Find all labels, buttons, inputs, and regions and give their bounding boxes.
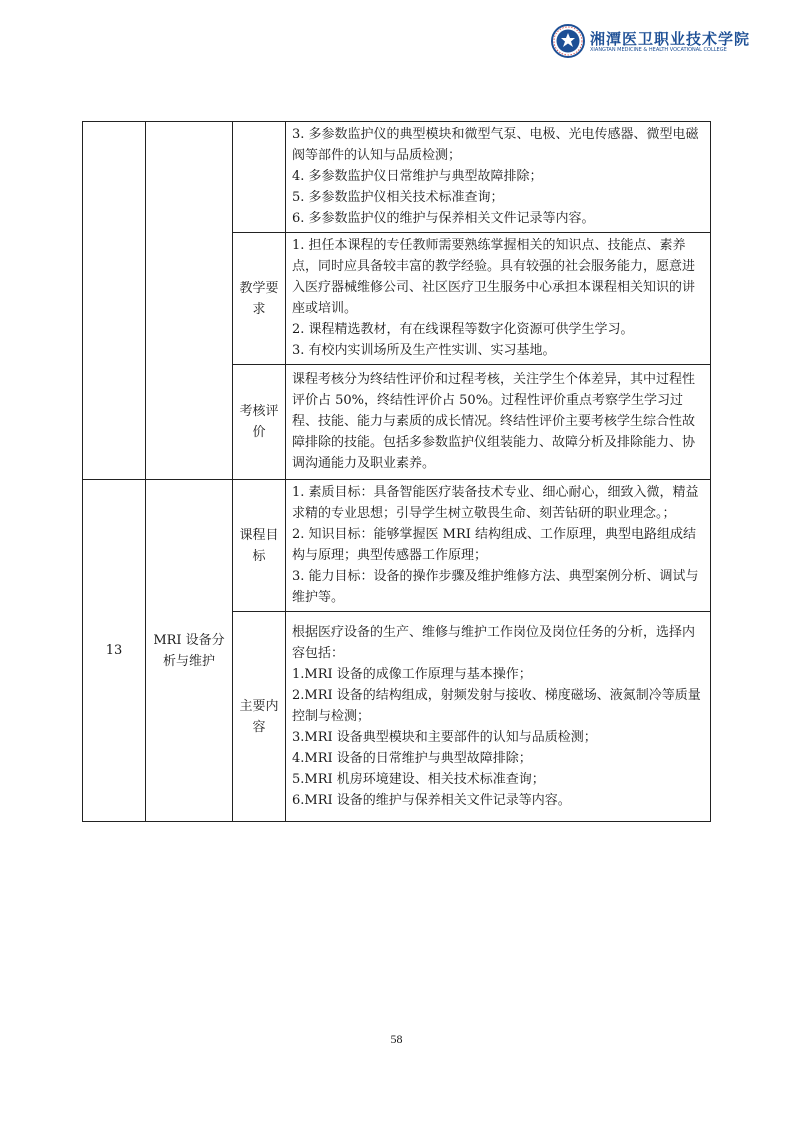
page-number: 58 [390,1032,403,1046]
teaching-line: 3. 有校内实训场所及生产性实训、实习基地。 [292,343,556,358]
school-logo-icon [551,24,585,58]
content-cell-prev [286,122,711,233]
school-name-en: XIANGTAN MEDICINE & HEALTH VOCATIONAL COLLEGE [590,47,727,53]
content-line: 3. 多参数监护仪的典型模块和微型气泵、电极、光电传感器、微型电磁阀等部件的认知与品质检测； [292,127,699,163]
table-row [83,480,711,612]
table-row [83,122,711,233]
course-name-cell-prev [146,122,233,480]
content-line: 5.MRI 机房环境建设、相关技术标准查询； [292,771,545,787]
category-label: 主要内容 [233,612,286,822]
category-cell-empty [233,122,286,233]
course-number: 13 [83,480,146,822]
assessment-cell: 课程考核分为终结性评价和过程考核，关注学生个体差异，其中过程性评价占 50%，终结性评价占 50%。过程性评价重点考察学生学习过程、技能、能力与素质的成长情况。终结性评价主要考核学生综合性故障排除的技能。包括多参数监护仪组装能力、故障分析及排除能力、协调沟通能力及职业素养。 [286,365,711,480]
category-label: 课程目标 [233,480,286,612]
content-line: 6.MRI 设备的维护与保养相关文件记录等内容。 [292,792,571,808]
teaching-line: 1. 担任本课程的专任教师需要熟练掌握相关的知识点、技能点、素养点，同时应具备较丰富的教学经验。具有较强的社会服务能力，愿意进入医疗器械维修公司、社区医疗卫生服务中心承担本课程相关知识的讲座或培训。 [292,238,696,316]
teaching-requirements-cell [286,233,711,365]
content-line: 3.MRI 设备典型模块和主要部件的认知与品质检测； [292,729,597,745]
course-goal-cell [286,480,711,612]
school-name: 湘潭医卫职业技术学院 [590,30,751,48]
curriculum-table [82,121,711,822]
goal-line: 3. 能力目标：设备的操作步骤及维护维修方法、典型案例分析、调试与维护等。 [292,569,699,605]
main-content-cell [286,612,711,822]
content-line: 4.MRI 设备的日常维护与典型故障排除； [292,750,532,766]
teaching-line: 2. 课程精选教材，有在线课程等数字化资源可供学生学习。 [292,322,634,337]
content-line: 4. 多参数监护仪日常维护与典型故障排除； [292,169,543,184]
category-label: 教学要求 [233,233,286,365]
content-line: 6. 多参数监护仪的维护与保养相关文件记录等内容。 [292,211,595,226]
goal-line: 2. 知识目标：能够掌握医 MRI 结构组成、工作原理，典型电路组成结构与原理；典型传感器工作原理； [292,527,697,563]
course-number-cell-prev [83,122,146,480]
category-label: 考核评价 [233,365,286,480]
content-line: 根据医疗设备的生产、维修与维护工作岗位及岗位任务的分析，选择内容包括： [292,624,696,661]
goal-line: 1. 素质目标：具备智能医疗装备技术专业、细心耐心，细致入微，精益求精的专业思想；引导学生树立敬畏生命、刻苦钻研的职业理念。； [292,485,699,521]
content-line: 2.MRI 设备的结构组成，射频发射与接收、梯度磁场、液氮制冷等质量控制与检测； [292,687,701,724]
content-line: 5. 多参数监护仪相关技术标准查询； [292,190,504,205]
content-line: 1.MRI 设备的成像工作原理与基本操作； [292,666,532,682]
course-name: MRI 设备分析与维护 [146,480,233,822]
